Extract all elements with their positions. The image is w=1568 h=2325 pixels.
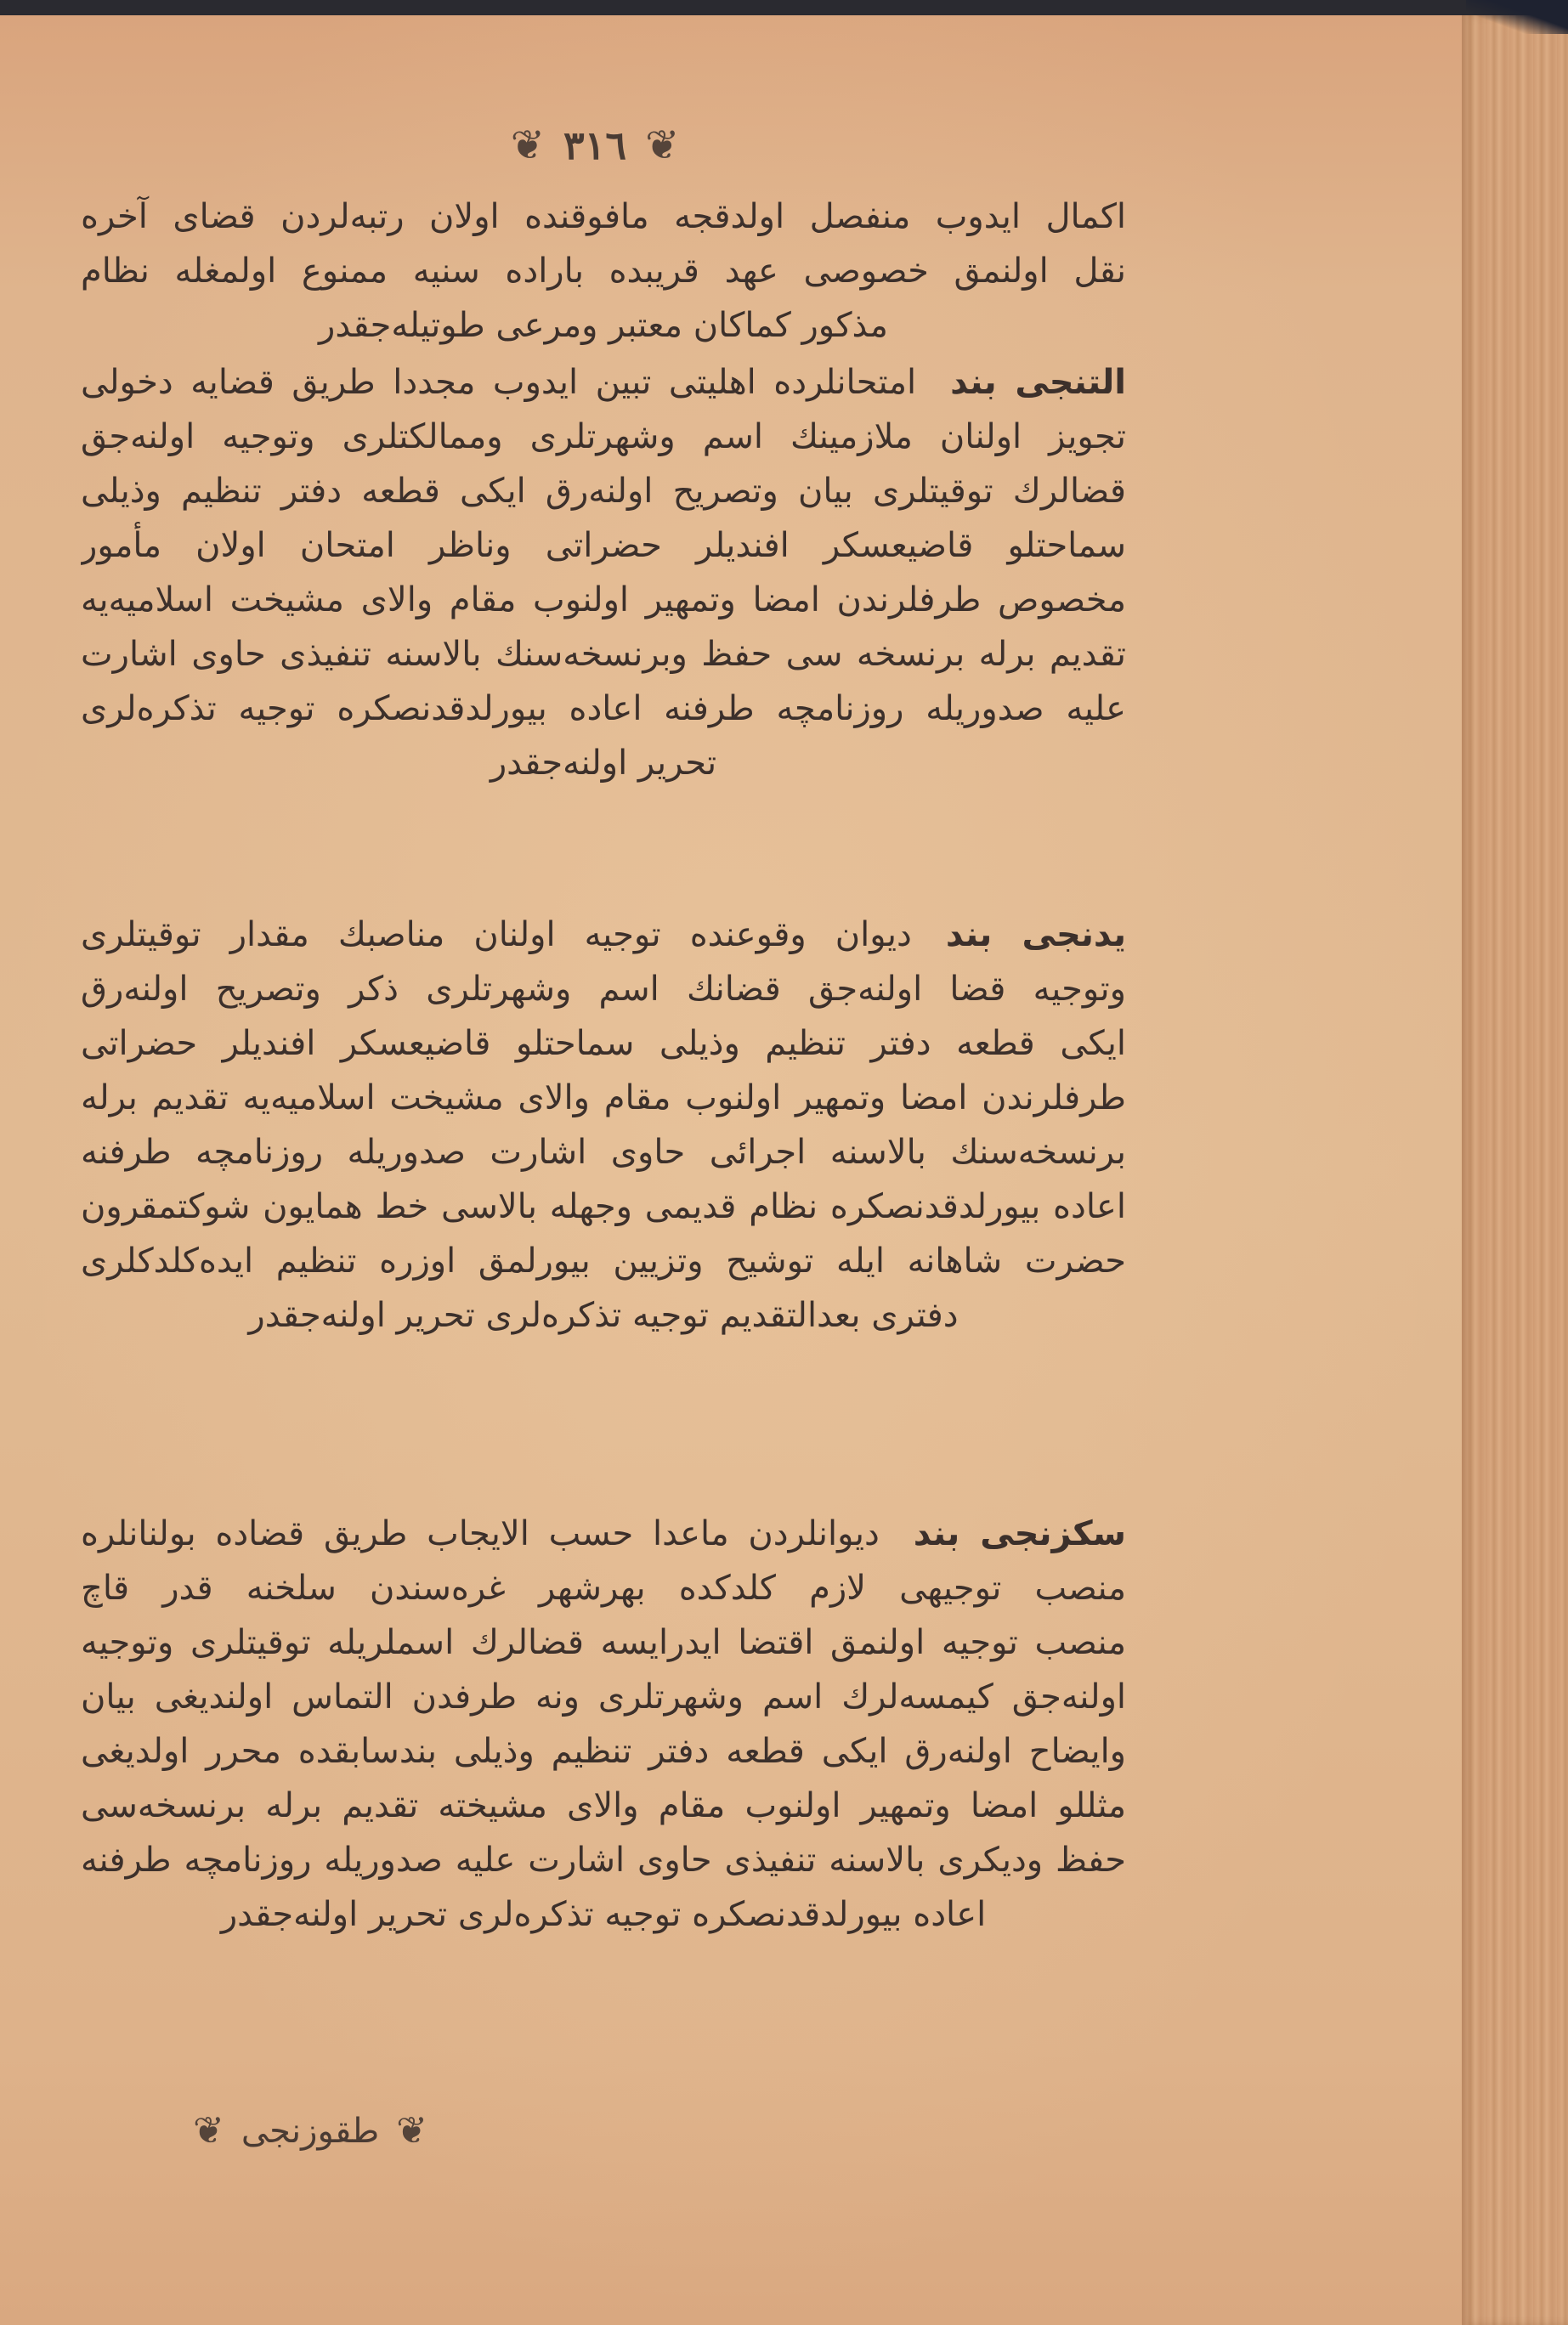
floral-ornament-icon: ❦ [192, 2109, 224, 2152]
text-line: مذکور کماکان معتبر ومرعی طوتیله‌جقدر [319, 306, 888, 345]
text-line: مثللو امضا وتمهیر اولنوب مقام والای مشیخته تقدیم برله برنسخه‌سی [81, 1786, 1126, 1825]
text-line: وایضاح اولنه‌رق ایکی قطعه دفتر تنظیم وذیلی بندسابقده محرر اولدیغی [81, 1732, 1126, 1771]
text-line [81, 1507, 1126, 1561]
text-line: حضرت شاهانه ایله توشیح وتزیین بیورلمق اوزره تنظیم ایده‌کلدکلری [81, 1242, 1126, 1281]
paragraph-sixth-article [81, 355, 1126, 790]
text-line: تحریر اولنه‌جقدر [490, 744, 717, 783]
text-line: نقل اولنمق خصوصی عهد قریبده باراده سنیه ممنوع اولمغله نظام [81, 252, 1126, 291]
text-line [81, 355, 1126, 410]
text-line: منصب توجیه اولنمق اقتضا ایدرایسه قضالرك اسملریله توقیتلری وتوجیه [81, 1623, 1126, 1662]
paragraph-eighth-article [81, 1507, 1126, 1942]
text-line: تجویز اولنان ملازمینك اسم وشهرتلری وممالکتلری وتوجیه اولنه‌جق [81, 417, 1126, 456]
page-number: ٣١٦ [563, 122, 627, 168]
text-line: وتوجیه قضا اولنه‌جق قضانك اسم وشهرتلری ذکر وتصریح اولنه‌رق [81, 970, 1126, 1009]
text-line: طرفلرندن امضا وتمهیر اولنوب مقام والای مشیخت اسلامیه‌یه تقدیم برله [81, 1078, 1126, 1117]
article-label: سکزنجی بند [913, 1514, 1126, 1553]
text-line: حفظ ودیکری بالاسنه تنفیذی حاوی اشارت علیه صدوریله روزنامچه طرفنه [81, 1841, 1126, 1880]
floral-ornament-icon: ❦ [510, 122, 545, 169]
text-line: قضالرك توقیتلری بیان وتصریح اولنه‌رق ایکی قطعه دفتر تنظیم وذیلی [81, 472, 1126, 511]
book-scan [0, 15, 1568, 2325]
text-line [81, 908, 1126, 962]
catchword-footer [174, 2102, 446, 2161]
floral-ornament-icon: ❦ [396, 2109, 428, 2152]
text-line-content: امتحانلرده اهلیتی تبین ایدوب مجددا طریق قضایه دخولی [81, 363, 917, 402]
text-line: علیه صدوریله روزنامچه طرفنه اعاده بیورلدقدنصکره توجیه تذکره‌لری [81, 689, 1126, 728]
article-label: یدنجی بند [945, 915, 1126, 954]
page-header [476, 116, 714, 175]
text-line: دفتری بعدالتقدیم توجیه تذکره‌لری تحریر اولنه‌جقدر [248, 1296, 959, 1335]
text-line-content: دیوان وقوعنده توجیه اولنان مناصبك مقدار توقیتلری [81, 915, 912, 954]
text-line: سماحتلو قاضیعسکر افندیلر حضراتی وناظر امتحان اولان مأمور [81, 526, 1126, 565]
floral-ornament-icon: ❦ [645, 122, 680, 169]
article-label: التنجی بند [950, 363, 1126, 402]
catchword: طقوزنجی [241, 2112, 380, 2151]
text-line: ایکی قطعه دفتر تنظیم وذیلی سماحتلو قاضیعسکر افندیلر حضراتی [81, 1024, 1126, 1063]
text-line: برنسخه‌سنك بالاسنه اجرائی حاوی اشارت صدوریله روزنامچه طرفنه [81, 1133, 1126, 1172]
text-line: اكمال ايدوب منفصل اولدقجه مافوقنده اولان رتبه‌لردن قضای آخره [81, 197, 1126, 236]
background-corner [1466, 0, 1568, 34]
book-page-edges [1462, 15, 1568, 2325]
book-page [0, 15, 1462, 2325]
text-line: منصب توجیهی لازم کلدکده بهرشهر غره‌سندن سلخنه قدر قاچ [81, 1569, 1126, 1608]
text-line: تقدیم برله برنسخه سی حفظ وبرنسخه‌سنك بالاسنه تنفیذی حاوی اشارت [81, 635, 1126, 674]
text-line: اعاده بیورلدقدنصکره توجیه تذکره‌لری تحریر اولنه‌جقدر [220, 1895, 987, 1934]
text-line: مخصوص طرفلرندن امضا وتمهیر اولنوب مقام والای مشیخت اسلامیه‌یه [81, 580, 1126, 619]
paragraph-seventh-article [81, 908, 1126, 1343]
text-line-content: دیوانلردن ماعدا حسب الایجاب طریق قضاده بولنانلره [81, 1514, 880, 1553]
paragraph-continuation [81, 190, 1126, 353]
text-line: اولنه‌جق کیمسه‌لرك اسم وشهرتلری ونه طرفدن التماس اولندیغی بیان [81, 1677, 1126, 1717]
text-line: اعاده بیورلدقدنصکره نظام قدیمی وجهله بالاسی خط همایون شوکتمقرون [81, 1187, 1126, 1226]
